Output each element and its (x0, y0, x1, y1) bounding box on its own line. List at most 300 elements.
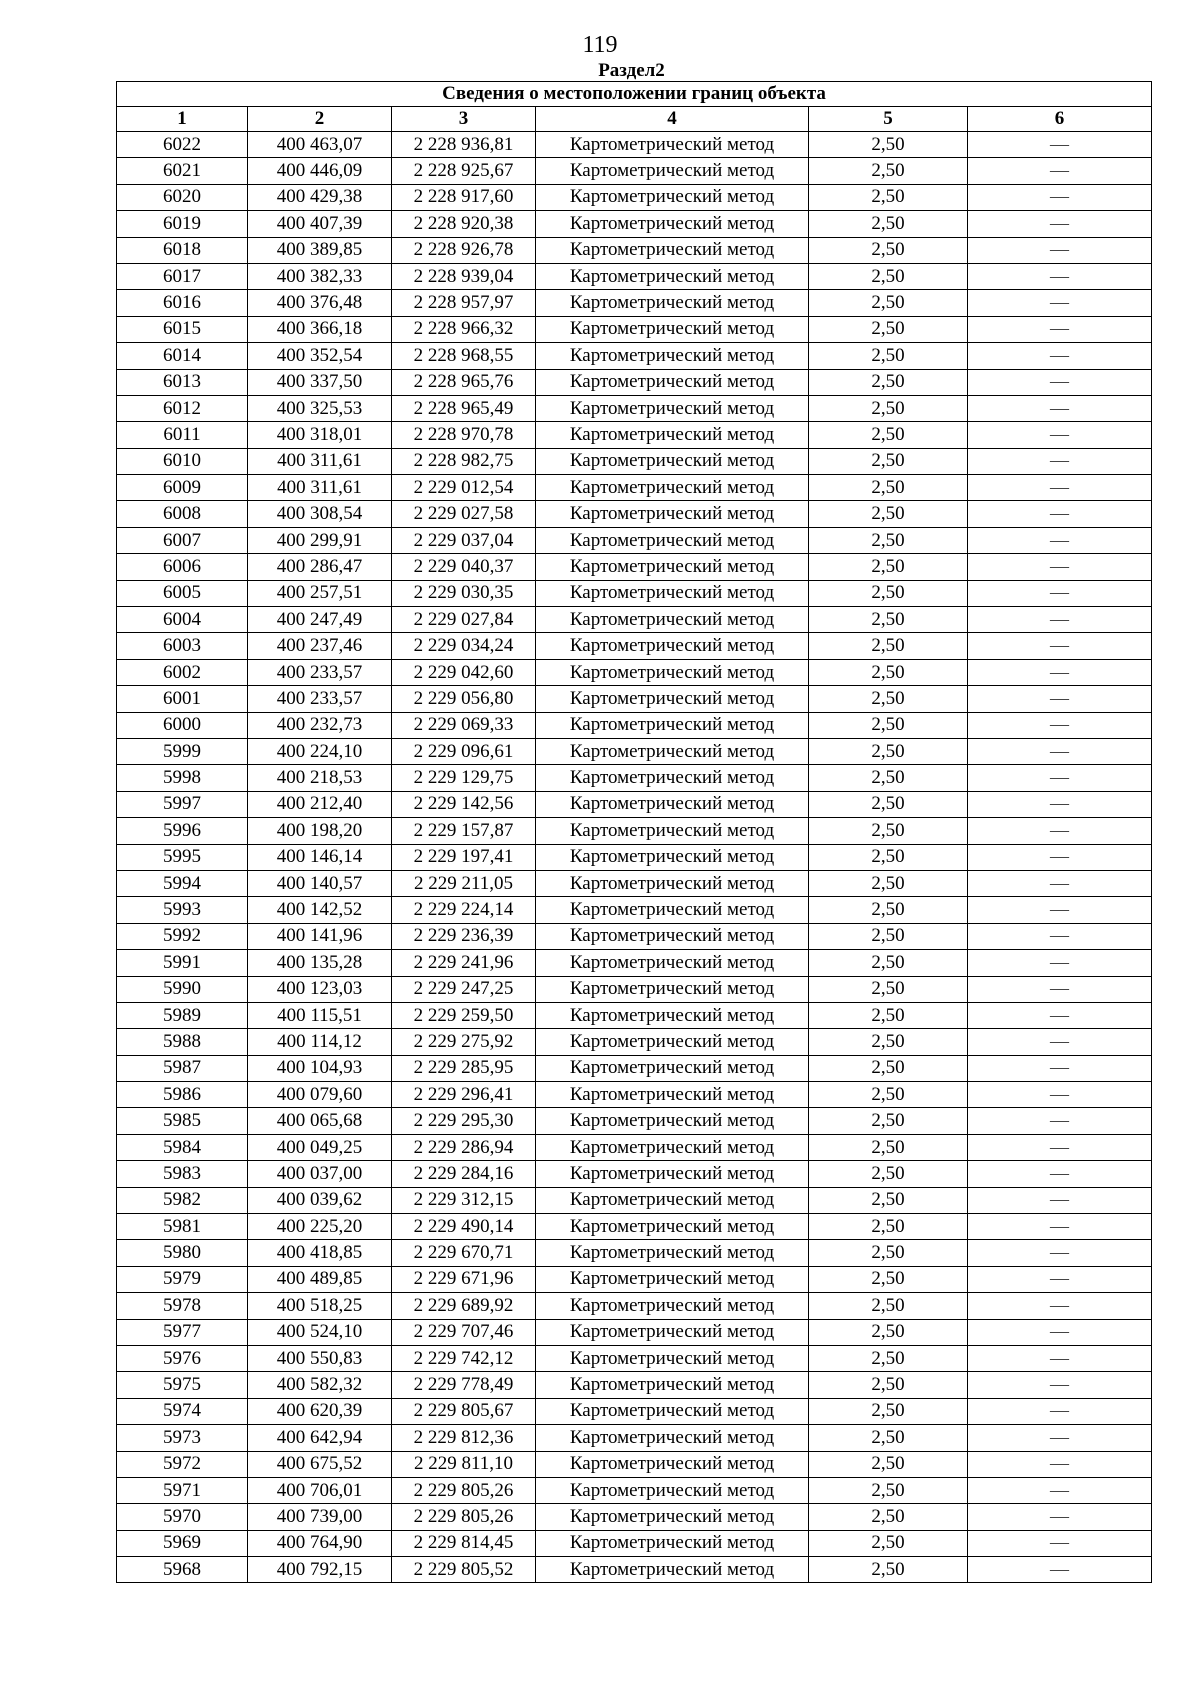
accuracy-cell: 2,50 (809, 1345, 968, 1371)
method-cell: Картометрический метод (536, 343, 809, 369)
coord-x-cell: 400 311,61 (248, 448, 392, 474)
point-number-cell: 5973 (117, 1425, 248, 1451)
method-cell: Картометрический метод (536, 1504, 809, 1530)
method-cell: Картометрический метод (536, 1451, 809, 1477)
accuracy-cell: 2,50 (809, 1372, 968, 1398)
description-cell: — (968, 395, 1152, 421)
point-number-cell: 6019 (117, 211, 248, 237)
point-number-cell: 6008 (117, 501, 248, 527)
description-cell: — (968, 1134, 1152, 1160)
method-cell: Картометрический метод (536, 132, 809, 158)
coord-x-cell: 400 582,32 (248, 1372, 392, 1398)
table-row (117, 1372, 1152, 1398)
description-cell: — (968, 369, 1152, 395)
method-cell: Картометрический метод (536, 1345, 809, 1371)
method-cell: Картометрический метод (536, 897, 809, 923)
description-cell: — (968, 1108, 1152, 1134)
coord-y-cell: 2 229 157,87 (392, 818, 536, 844)
description-cell: — (968, 263, 1152, 289)
accuracy-cell: 2,50 (809, 1266, 968, 1292)
accuracy-cell: 2,50 (809, 369, 968, 395)
accuracy-cell: 2,50 (809, 1398, 968, 1424)
coordinates-table (116, 81, 1152, 1583)
table-row (117, 791, 1152, 817)
description-cell: — (968, 1002, 1152, 1028)
description-cell: — (968, 738, 1152, 764)
accuracy-cell: 2,50 (809, 1082, 968, 1108)
point-number-cell: 6007 (117, 527, 248, 553)
description-cell: — (968, 712, 1152, 738)
description-cell: — (968, 897, 1152, 923)
coord-y-cell: 2 229 689,92 (392, 1293, 536, 1319)
table-row (117, 1477, 1152, 1503)
method-cell: Картометрический метод (536, 923, 809, 949)
coord-x-cell: 400 257,51 (248, 580, 392, 606)
coord-y-cell: 2 229 814,45 (392, 1530, 536, 1556)
coord-y-cell: 2 229 142,56 (392, 791, 536, 817)
method-cell: Картометрический метод (536, 211, 809, 237)
table-row (117, 1557, 1152, 1583)
coord-y-cell: 2 229 030,35 (392, 580, 536, 606)
coord-y-cell: 2 229 812,36 (392, 1425, 536, 1451)
point-number-cell: 6005 (117, 580, 248, 606)
coord-y-cell: 2 229 312,15 (392, 1187, 536, 1213)
method-cell: Картометрический метод (536, 448, 809, 474)
table-row (117, 554, 1152, 580)
table-row (117, 237, 1152, 263)
table-row (117, 316, 1152, 342)
table-row (117, 712, 1152, 738)
accuracy-cell: 2,50 (809, 132, 968, 158)
coord-y-cell: 2 229 236,39 (392, 923, 536, 949)
point-number-cell: 6020 (117, 184, 248, 210)
table-row (117, 158, 1152, 184)
coord-x-cell: 400 518,25 (248, 1293, 392, 1319)
description-cell: — (968, 1214, 1152, 1240)
coord-y-cell: 2 229 211,05 (392, 870, 536, 896)
point-number-cell: 6001 (117, 686, 248, 712)
coord-y-cell: 2 229 056,80 (392, 686, 536, 712)
description-cell: — (968, 686, 1152, 712)
point-number-cell: 5996 (117, 818, 248, 844)
description-cell: — (968, 158, 1152, 184)
coord-x-cell: 400 429,38 (248, 184, 392, 210)
table-row (117, 1345, 1152, 1371)
point-number-cell: 5980 (117, 1240, 248, 1266)
accuracy-cell: 2,50 (809, 738, 968, 764)
coord-y-cell: 2 229 286,94 (392, 1134, 536, 1160)
accuracy-cell: 2,50 (809, 1134, 968, 1160)
accuracy-cell: 2,50 (809, 1161, 968, 1187)
point-number-cell: 5969 (117, 1530, 248, 1556)
method-cell: Картометрический метод (536, 1477, 809, 1503)
coord-x-cell: 400 366,18 (248, 316, 392, 342)
coord-x-cell: 400 764,90 (248, 1530, 392, 1556)
point-number-cell: 5991 (117, 950, 248, 976)
description-cell: — (968, 1240, 1152, 1266)
coord-y-cell: 2 229 069,33 (392, 712, 536, 738)
coord-x-cell: 400 039,62 (248, 1187, 392, 1213)
table-row (117, 1134, 1152, 1160)
method-cell: Картометрический метод (536, 1002, 809, 1028)
table-body (117, 132, 1152, 1583)
coord-x-cell: 400 225,20 (248, 1214, 392, 1240)
coord-x-cell: 400 382,33 (248, 263, 392, 289)
accuracy-cell: 2,50 (809, 501, 968, 527)
method-cell: Картометрический метод (536, 422, 809, 448)
method-cell: Картометрический метод (536, 1187, 809, 1213)
table-row (117, 395, 1152, 421)
method-cell: Картометрический метод (536, 1372, 809, 1398)
description-cell: — (968, 237, 1152, 263)
coord-y-cell: 2 229 805,67 (392, 1398, 536, 1424)
point-number-cell: 5998 (117, 765, 248, 791)
coord-x-cell: 400 463,07 (248, 132, 392, 158)
description-cell: — (968, 633, 1152, 659)
coord-y-cell: 2 229 805,52 (392, 1557, 536, 1583)
description-cell: — (968, 184, 1152, 210)
point-number-cell: 5977 (117, 1319, 248, 1345)
column-header: 4 (536, 107, 809, 132)
point-number-cell: 6017 (117, 263, 248, 289)
point-number-cell: 6009 (117, 475, 248, 501)
description-cell: — (968, 923, 1152, 949)
coord-x-cell: 400 524,10 (248, 1319, 392, 1345)
accuracy-cell: 2,50 (809, 1293, 968, 1319)
point-number-cell: 5979 (117, 1266, 248, 1292)
table-row (117, 211, 1152, 237)
table-row (117, 686, 1152, 712)
point-number-cell: 6004 (117, 607, 248, 633)
method-cell: Картометрический метод (536, 1425, 809, 1451)
coord-x-cell: 400 233,57 (248, 686, 392, 712)
description-cell: — (968, 1451, 1152, 1477)
table-row (117, 1214, 1152, 1240)
accuracy-cell: 2,50 (809, 475, 968, 501)
point-number-cell: 5983 (117, 1161, 248, 1187)
coord-y-cell: 2 229 742,12 (392, 1345, 536, 1371)
point-number-cell: 6003 (117, 633, 248, 659)
method-cell: Картометрический метод (536, 870, 809, 896)
description-cell: — (968, 1319, 1152, 1345)
coord-x-cell: 400 352,54 (248, 343, 392, 369)
accuracy-cell: 2,50 (809, 1425, 968, 1451)
method-cell: Картометрический метод (536, 818, 809, 844)
accuracy-cell: 2,50 (809, 870, 968, 896)
point-number-cell: 6021 (117, 158, 248, 184)
coord-y-cell: 2 228 965,76 (392, 369, 536, 395)
accuracy-cell: 2,50 (809, 422, 968, 448)
coord-x-cell: 400 114,12 (248, 1029, 392, 1055)
table-row (117, 1398, 1152, 1424)
coord-x-cell: 400 049,25 (248, 1134, 392, 1160)
accuracy-cell: 2,50 (809, 1557, 968, 1583)
coord-x-cell: 400 389,85 (248, 237, 392, 263)
coord-y-cell: 2 228 982,75 (392, 448, 536, 474)
point-number-cell: 6010 (117, 448, 248, 474)
point-number-cell: 5984 (117, 1134, 248, 1160)
table-row (117, 290, 1152, 316)
coord-y-cell: 2 228 925,67 (392, 158, 536, 184)
table-row (117, 765, 1152, 791)
method-cell: Картометрический метод (536, 1055, 809, 1081)
description-cell: — (968, 1293, 1152, 1319)
table-row (117, 527, 1152, 553)
accuracy-cell: 2,50 (809, 395, 968, 421)
coord-x-cell: 400 135,28 (248, 950, 392, 976)
column-header: 5 (809, 107, 968, 132)
table-row (117, 1002, 1152, 1028)
description-cell: — (968, 870, 1152, 896)
accuracy-cell: 2,50 (809, 923, 968, 949)
coord-y-cell: 2 229 027,84 (392, 607, 536, 633)
description-cell: — (968, 475, 1152, 501)
description-cell: — (968, 343, 1152, 369)
coord-x-cell: 400 706,01 (248, 1477, 392, 1503)
method-cell: Картометрический метод (536, 263, 809, 289)
description-cell: — (968, 791, 1152, 817)
description-cell: — (968, 554, 1152, 580)
description-cell: — (968, 976, 1152, 1002)
point-number-cell: 6002 (117, 659, 248, 685)
point-number-cell: 5974 (117, 1398, 248, 1424)
accuracy-cell: 2,50 (809, 580, 968, 606)
coord-y-cell: 2 229 670,71 (392, 1240, 536, 1266)
coord-y-cell: 2 229 224,14 (392, 897, 536, 923)
accuracy-cell: 2,50 (809, 1451, 968, 1477)
method-cell: Картометрический метод (536, 527, 809, 553)
description-cell: — (968, 290, 1152, 316)
coord-x-cell: 400 140,57 (248, 870, 392, 896)
point-number-cell: 6016 (117, 290, 248, 316)
coord-x-cell: 400 218,53 (248, 765, 392, 791)
accuracy-cell: 2,50 (809, 1319, 968, 1345)
method-cell: Картометрический метод (536, 712, 809, 738)
coord-y-cell: 2 229 778,49 (392, 1372, 536, 1398)
table-row (117, 870, 1152, 896)
point-number-cell: 5999 (117, 738, 248, 764)
method-cell: Картометрический метод (536, 395, 809, 421)
point-number-cell: 5982 (117, 1187, 248, 1213)
coord-x-cell: 400 079,60 (248, 1082, 392, 1108)
coord-y-cell: 2 229 034,24 (392, 633, 536, 659)
coord-x-cell: 400 407,39 (248, 211, 392, 237)
method-cell: Картометрический метод (536, 765, 809, 791)
point-number-cell: 5993 (117, 897, 248, 923)
table-row (117, 976, 1152, 1002)
table-row (117, 448, 1152, 474)
description-cell: — (968, 1372, 1152, 1398)
method-cell: Картометрический метод (536, 633, 809, 659)
description-cell: — (968, 844, 1152, 870)
accuracy-cell: 2,50 (809, 844, 968, 870)
coord-y-cell: 2 229 284,16 (392, 1161, 536, 1187)
table-row (117, 1240, 1152, 1266)
coord-y-cell: 2 228 920,38 (392, 211, 536, 237)
description-cell: — (968, 1504, 1152, 1530)
description-cell: — (968, 950, 1152, 976)
coord-y-cell: 2 229 197,41 (392, 844, 536, 870)
coord-y-cell: 2 229 042,60 (392, 659, 536, 685)
coord-x-cell: 400 233,57 (248, 659, 392, 685)
coord-y-cell: 2 228 917,60 (392, 184, 536, 210)
table-row (117, 1029, 1152, 1055)
point-number-cell: 6012 (117, 395, 248, 421)
point-number-cell: 5992 (117, 923, 248, 949)
method-cell: Картометрический метод (536, 686, 809, 712)
description-cell: — (968, 211, 1152, 237)
accuracy-cell: 2,50 (809, 211, 968, 237)
coord-y-cell: 2 229 012,54 (392, 475, 536, 501)
description-cell: — (968, 1345, 1152, 1371)
accuracy-cell: 2,50 (809, 343, 968, 369)
accuracy-cell: 2,50 (809, 686, 968, 712)
method-cell: Картометрический метод (536, 1214, 809, 1240)
table-row (117, 659, 1152, 685)
table-row (117, 950, 1152, 976)
table-row (117, 1504, 1152, 1530)
coord-x-cell: 400 232,73 (248, 712, 392, 738)
coord-x-cell: 400 237,46 (248, 633, 392, 659)
table-row (117, 1530, 1152, 1556)
coord-x-cell: 400 739,00 (248, 1504, 392, 1530)
point-number-cell: 6014 (117, 343, 248, 369)
coord-y-cell: 2 229 296,41 (392, 1082, 536, 1108)
coord-x-cell: 400 325,53 (248, 395, 392, 421)
accuracy-cell: 2,50 (809, 1055, 968, 1081)
method-cell: Картометрический метод (536, 1293, 809, 1319)
table-row (117, 1319, 1152, 1345)
point-number-cell: 5976 (117, 1345, 248, 1371)
description-cell: — (968, 1477, 1152, 1503)
coord-y-cell: 2 229 241,96 (392, 950, 536, 976)
description-cell: — (968, 501, 1152, 527)
coord-x-cell: 400 247,49 (248, 607, 392, 633)
description-cell: — (968, 1530, 1152, 1556)
table-row (117, 1082, 1152, 1108)
coord-y-cell: 2 228 968,55 (392, 343, 536, 369)
coord-y-cell: 2 228 936,81 (392, 132, 536, 158)
method-cell: Картометрический метод (536, 1319, 809, 1345)
coord-y-cell: 2 229 259,50 (392, 1002, 536, 1028)
method-cell: Картометрический метод (536, 158, 809, 184)
section-label: Раздел2 (598, 60, 665, 81)
accuracy-cell: 2,50 (809, 791, 968, 817)
coord-y-cell: 2 229 037,04 (392, 527, 536, 553)
method-cell: Картометрический метод (536, 1398, 809, 1424)
description-cell: — (968, 580, 1152, 606)
accuracy-cell: 2,50 (809, 554, 968, 580)
description-cell: — (968, 818, 1152, 844)
method-cell: Картометрический метод (536, 290, 809, 316)
column-header: 1 (117, 107, 248, 132)
coord-x-cell: 400 642,94 (248, 1425, 392, 1451)
page-number: 119 (582, 32, 618, 58)
method-cell: Картометрический метод (536, 1029, 809, 1055)
accuracy-cell: 2,50 (809, 448, 968, 474)
table-row (117, 1187, 1152, 1213)
point-number-cell: 5978 (117, 1293, 248, 1319)
description-cell: — (968, 1055, 1152, 1081)
point-number-cell: 5970 (117, 1504, 248, 1530)
accuracy-cell: 2,50 (809, 712, 968, 738)
method-cell: Картометрический метод (536, 1557, 809, 1583)
description-cell: — (968, 1187, 1152, 1213)
description-cell: — (968, 1029, 1152, 1055)
description-cell: — (968, 607, 1152, 633)
accuracy-cell: 2,50 (809, 1029, 968, 1055)
table-row (117, 738, 1152, 764)
method-cell: Картометрический метод (536, 1134, 809, 1160)
accuracy-cell: 2,50 (809, 184, 968, 210)
method-cell: Картометрический метод (536, 607, 809, 633)
coord-x-cell: 400 489,85 (248, 1266, 392, 1292)
point-number-cell: 5988 (117, 1029, 248, 1055)
coord-y-cell: 2 229 805,26 (392, 1477, 536, 1503)
column-header: 3 (392, 107, 536, 132)
point-number-cell: 5972 (117, 1451, 248, 1477)
coord-x-cell: 400 123,03 (248, 976, 392, 1002)
method-cell: Картометрический метод (536, 475, 809, 501)
coord-y-cell: 2 229 671,96 (392, 1266, 536, 1292)
point-number-cell: 6015 (117, 316, 248, 342)
point-number-cell: 6022 (117, 132, 248, 158)
coord-x-cell: 400 337,50 (248, 369, 392, 395)
table-row (117, 501, 1152, 527)
accuracy-cell: 2,50 (809, 607, 968, 633)
description-cell: — (968, 527, 1152, 553)
method-cell: Картометрический метод (536, 1108, 809, 1134)
method-cell: Картометрический метод (536, 1161, 809, 1187)
method-cell: Картометрический метод (536, 1530, 809, 1556)
description-cell: — (968, 1398, 1152, 1424)
coord-x-cell: 400 550,83 (248, 1345, 392, 1371)
description-cell: — (968, 765, 1152, 791)
coord-x-cell: 400 792,15 (248, 1557, 392, 1583)
accuracy-cell: 2,50 (809, 976, 968, 1002)
table-row (117, 1055, 1152, 1081)
method-cell: Картометрический метод (536, 659, 809, 685)
coord-y-cell: 2 229 275,92 (392, 1029, 536, 1055)
table-row (117, 343, 1152, 369)
method-cell: Картометрический метод (536, 501, 809, 527)
description-cell: — (968, 659, 1152, 685)
coord-x-cell: 400 318,01 (248, 422, 392, 448)
table-row (117, 1161, 1152, 1187)
accuracy-cell: 2,50 (809, 1214, 968, 1240)
method-cell: Картометрический метод (536, 950, 809, 976)
coord-y-cell: 2 228 966,32 (392, 316, 536, 342)
description-cell: — (968, 1557, 1152, 1583)
method-cell: Картометрический метод (536, 316, 809, 342)
accuracy-cell: 2,50 (809, 1477, 968, 1503)
coord-x-cell: 400 446,09 (248, 158, 392, 184)
table-row (117, 607, 1152, 633)
coord-y-cell: 2 228 939,04 (392, 263, 536, 289)
point-number-cell: 5990 (117, 976, 248, 1002)
coord-y-cell: 2 228 957,97 (392, 290, 536, 316)
coord-x-cell: 400 037,00 (248, 1161, 392, 1187)
coord-x-cell: 400 104,93 (248, 1055, 392, 1081)
point-number-cell: 6000 (117, 712, 248, 738)
method-cell: Картометрический метод (536, 580, 809, 606)
coord-y-cell: 2 229 247,25 (392, 976, 536, 1002)
accuracy-cell: 2,50 (809, 316, 968, 342)
point-number-cell: 6013 (117, 369, 248, 395)
method-cell: Картометрический метод (536, 1082, 809, 1108)
point-number-cell: 5989 (117, 1002, 248, 1028)
method-cell: Картометрический метод (536, 554, 809, 580)
